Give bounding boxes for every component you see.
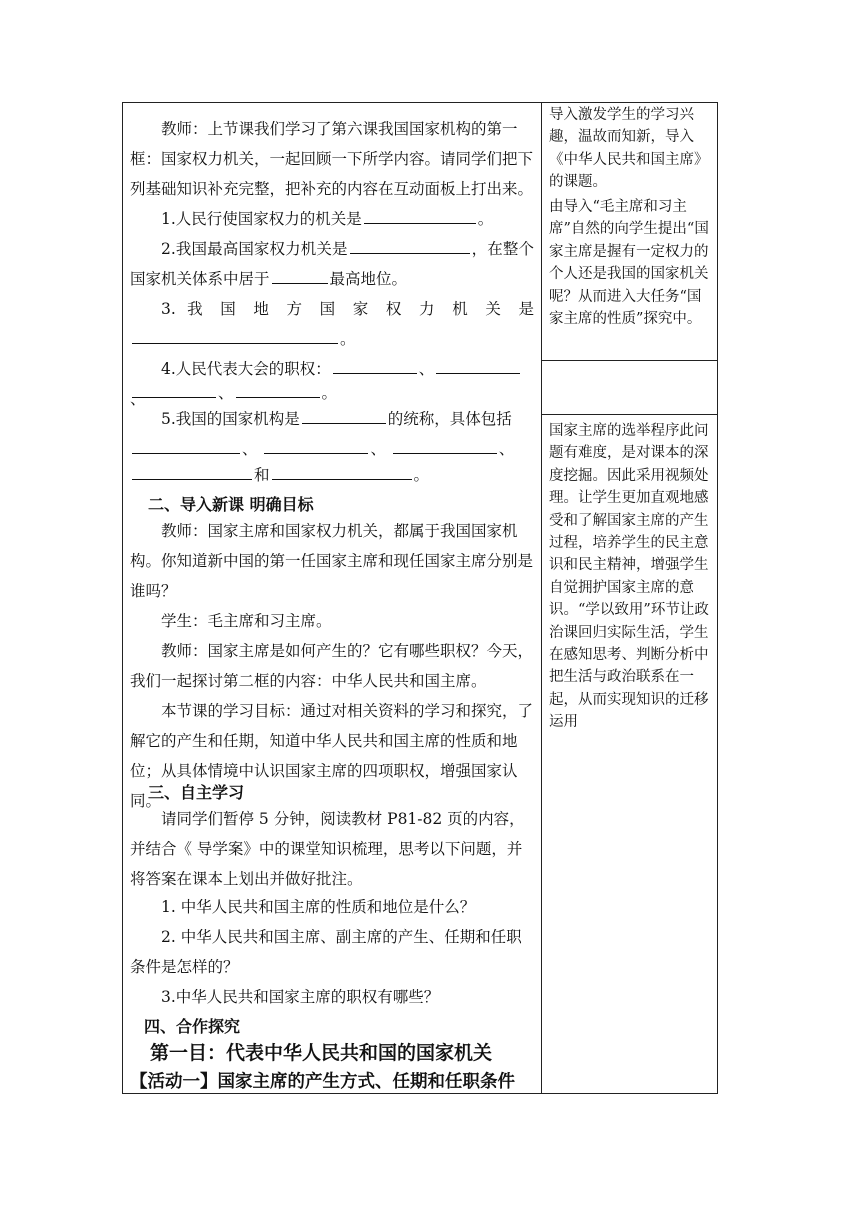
teacher-transition: 教师：国家主席是如何产生的？它有哪些职权？今天，我们一起探讨第二框的内容：中华人民共和国主席。 xyxy=(130,642,534,690)
answer-blank xyxy=(272,464,412,481)
self-study-q3: 3.中华人民共和国家主席的职权有哪些？ xyxy=(161,988,440,1006)
question-5: 5.我国的国家机构是 的统称，具体包括 xyxy=(130,404,534,434)
row-divider xyxy=(542,360,718,361)
answer-blank xyxy=(272,268,328,285)
q2-text: 国家机关体系中居于 xyxy=(130,270,270,288)
answer-blank xyxy=(132,328,338,345)
self-study-q1: 1. 中华人民共和国主席的性质和地位是什么？ xyxy=(161,898,476,916)
section-3-heading: 三、自主学习 xyxy=(148,783,245,802)
question-1: 1.人民行使国家权力的机关是 。 xyxy=(130,204,534,234)
answer-blank xyxy=(132,382,216,399)
answer-blank xyxy=(132,464,252,481)
q2-text: 最高地位。 xyxy=(329,270,408,288)
section-4-heading: 四、合作探究 xyxy=(144,1017,241,1036)
question-5-cont2: 和 。 xyxy=(130,460,534,490)
teacher-intro: 教师：上节课我们学习了第六课我国国家机构的第一框：国家权力机关，一起回顾一下所学内容。请同学们把下列基础知识补充完整，把补充的内容在互动面板上打出来。 xyxy=(130,120,534,198)
question-5-cont: 、 、 、 xyxy=(130,434,534,464)
answer-blank xyxy=(333,358,417,375)
answer-blank xyxy=(236,382,320,399)
question-4-cont: 、 。 xyxy=(130,378,534,408)
self-study-instructions: 请同学们暂停 5 分钟，阅读教材 P81-82 页的内容，并结合《 导学案》中的课堂知识梳理，思考以下问题，并将答案在课本上划出并做好批注。 xyxy=(130,810,525,888)
answer-blank xyxy=(302,408,386,425)
student-answer: 学生：毛主席和习主席。 xyxy=(161,612,332,630)
question-3: 3. 我 国 地 方 国 家 权 力 机 关 是 xyxy=(161,300,534,318)
answer-blank xyxy=(350,238,470,255)
question-2: 2.我国最高国家权力机关是 ，在整个 xyxy=(130,234,534,264)
activity-heading: 【活动一】国家主席的产生方式、任期和任职条件 xyxy=(130,1072,515,1092)
answer-blank xyxy=(436,358,520,375)
column-divider xyxy=(541,102,542,1094)
side-note-3: 国家主席的选举程序此问题有难度，是对课本的深度挖掘。因此采用视频处理。让学生更加直观地感受和了解国家主席的产生过程，培养学生的民主意识和民主精神，增强学生自觉拥护国家主席的意识。“学以致用”环节让政治课回归实际生活，学生在感知思考、判断分析中把生活与政治联系在一起，从而实现知识的迁移运用 xyxy=(549,423,709,731)
subsection-heading: 第一目：代表中华人民共和国的国家机关 xyxy=(150,1042,493,1064)
answer-blank xyxy=(364,208,476,225)
teacher-question: 教师：国家主席和国家权力机关，都属于我国国家机构。你知道新中国的第一任国家主席和现任国家主席分别是谁吗？ xyxy=(130,522,534,600)
side-note-2: 由导入“毛主席和习主席”自然的向学生提出“国家主席是握有一定权力的个人还是我国的国家机关呢？从而进入大任务“国家主席的性质”探究中。 xyxy=(549,199,709,328)
row-divider xyxy=(542,414,718,415)
question-3-cont: 。 xyxy=(130,324,534,354)
question-4: 4.人民代表大会的职权： 、、 xyxy=(130,354,534,414)
learning-goals: 本节课的学习目标：通过对相关资料的学习和探究，了解它的产生和任期，知道中华人民共和国主席的性质和地位；从具体情境中认识国家主席的四项职权，增强国家认同。 xyxy=(130,702,534,810)
side-note-1: 导入激发学生的学习兴趣，温故而知新，导入《中华人民共和国主席》的课题。 xyxy=(549,107,709,191)
section-2-heading: 二、导入新课 明确目标 xyxy=(148,495,314,514)
answer-blank xyxy=(132,438,240,455)
self-study-q2: 2. 中华人民共和国主席、副主席的产生、任期和任职条件是怎样的？ xyxy=(130,928,522,976)
answer-blank xyxy=(264,438,368,455)
question-2-cont xyxy=(130,264,534,294)
answer-blank xyxy=(393,438,497,455)
